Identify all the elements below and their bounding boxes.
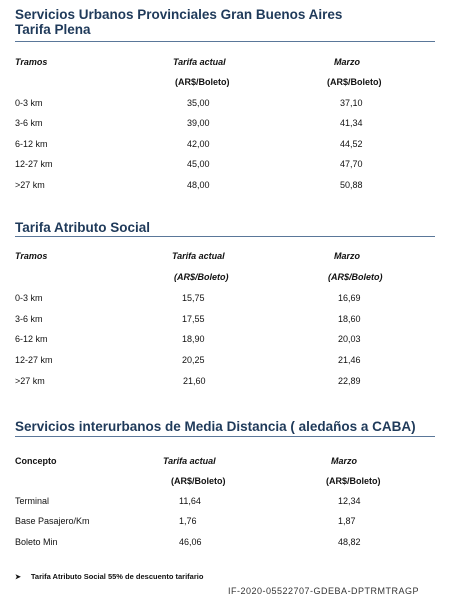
s1-row-label: 12-27 km [15,159,53,169]
s2-row-actual: 18,90 [182,334,205,344]
s2-row-marzo: 21,46 [338,355,361,365]
s3-row-marzo: 48,82 [338,537,361,547]
s2-header-tarifa-actual: Tarifa actual [172,251,225,261]
s2-row-marzo: 16,69 [338,293,361,303]
s2-unit-actual: (AR$/Boleto) [174,272,229,282]
s3-row-label: Boleto Min [15,537,58,547]
s1-row-marzo: 41,34 [340,118,363,128]
s2-row-label: 6-12 km [15,334,48,344]
s2-unit-marzo: (AR$/Boleto) [328,272,383,282]
s3-row-label: Terminal [15,496,50,506]
s3-header-tarifa-actual: Tarifa actual [163,456,216,466]
s2-row-actual: 21,60 [183,376,206,386]
s1-row-marzo: 44,52 [340,139,363,149]
section1-title-line2: Tarifa Plena [15,22,91,37]
s2-row-actual: 20,25 [182,355,205,365]
s1-header-marzo: Marzo [334,57,361,67]
s1-row-label: 3-6 km [15,118,43,128]
s1-unit-actual: (AR$/Boleto) [175,77,230,87]
s1-unit-marzo: (AR$/Boleto) [327,77,382,87]
s2-row-label: 3-6 km [15,314,43,324]
s1-row-actual: 45,00 [187,159,210,169]
s1-row-actual: 48,00 [187,180,210,190]
s2-row-actual: 15,75 [182,293,205,303]
s2-header-marzo: Marzo [334,251,361,261]
s1-header-tramos: Tramos [15,57,48,67]
footnote [15,572,203,581]
s1-header-tarifa-actual: Tarifa actual [173,57,226,67]
s2-row-label: 12-27 km [15,355,53,365]
section1-title-line1: Servicios Urbanos Provinciales Gran Buenos Aires [15,7,343,22]
section3-title: Servicios interurbanos de Media Distancia ( aledaños a CABA) [15,419,416,434]
s2-row-marzo: 18,60 [338,314,361,324]
s3-row-actual: 11,64 [179,496,201,506]
s3-header-marzo: Marzo [331,456,358,466]
s1-row-actual: 42,00 [187,139,210,149]
s3-unit-marzo: (AR$/Boleto) [326,476,381,486]
arrow-bullet-icon: ➤ [15,574,21,581]
s1-row-actual: 35,00 [187,98,210,108]
s3-row-actual: 1,76 [179,516,197,526]
s3-header-concepto: Concepto [15,456,57,466]
s1-row-label: 0-3 km [15,98,43,108]
s2-row-label: >27 km [15,376,45,386]
section1-divider [15,41,435,42]
s2-row-label: 0-3 km [15,293,43,303]
s2-row-actual: 17,55 [182,314,205,324]
footnote-text: Tarifa Atributo Social 55% de descuento tarifario [30,572,204,581]
s1-row-label: 6-12 km [15,139,48,149]
s2-row-marzo: 22,89 [338,376,361,386]
s1-row-actual: 39,00 [187,118,210,128]
s3-row-marzo: 12,34 [338,496,361,506]
s1-row-marzo: 47,70 [340,159,363,169]
s1-row-marzo: 37,10 [340,98,363,108]
s3-row-label: Base Pasajero/Km [15,516,90,526]
document-id-cut: IF-2020-05522707-GDEBA-DPTRMTRAGP [228,586,420,596]
section2-divider [15,236,435,237]
s2-row-marzo: 20,03 [338,334,361,344]
s3-unit-actual: (AR$/Boleto) [171,476,226,486]
s1-row-label: >27 km [15,180,45,190]
s1-row-marzo: 50,88 [340,180,363,190]
section2-title: Tarifa Atributo Social [15,220,151,235]
s2-header-tramos: Tramos [15,251,48,261]
section3-divider [15,436,435,437]
s3-row-actual: 46,06 [179,537,202,547]
s3-row-marzo: 1,87 [338,516,356,526]
